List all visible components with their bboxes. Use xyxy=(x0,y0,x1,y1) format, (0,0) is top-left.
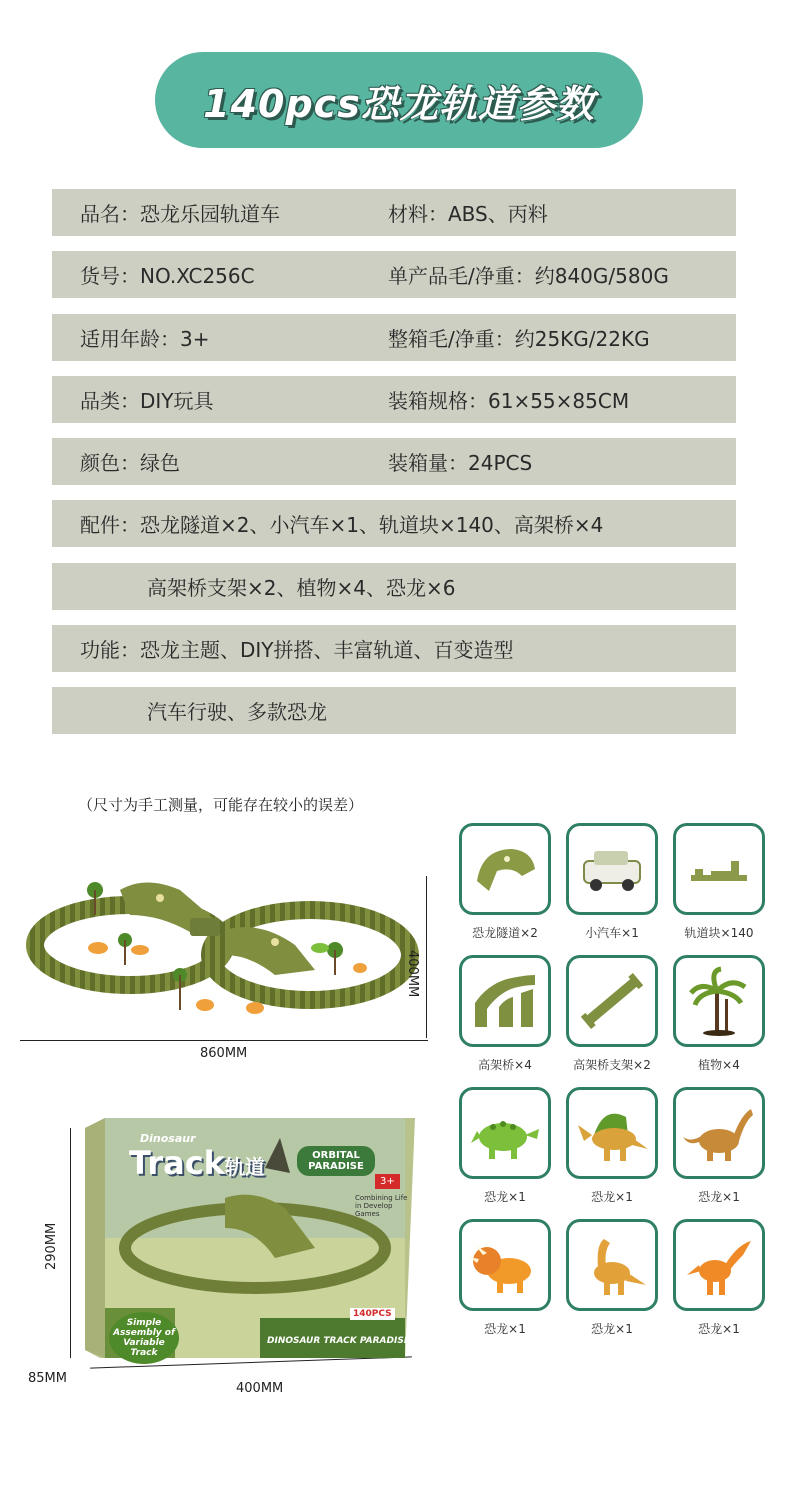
spec-category: 品类：DIY玩具 xyxy=(80,389,214,413)
bridge-ramp-icon xyxy=(467,963,543,1039)
box-brand xyxy=(129,1144,265,1182)
spec-row-sku xyxy=(52,251,736,298)
part-label: 高架桥×4 xyxy=(478,1058,532,1072)
iguanodon-icon xyxy=(574,1227,650,1303)
spec-row-features xyxy=(52,625,736,672)
spec-row-features-cont xyxy=(52,687,736,734)
measurement-note: （尺寸为手工测量，可能存在较小的误差） xyxy=(78,796,364,814)
ankylosaurus-icon xyxy=(467,1095,543,1171)
triceratops-icon xyxy=(467,1227,543,1303)
spec-carton-qty: 装箱量：24PCS xyxy=(388,451,533,475)
toy-car-icon xyxy=(574,831,650,907)
part-card xyxy=(673,955,765,1047)
part-label: 恐龙×1 xyxy=(484,1322,526,1336)
spec-row-name xyxy=(52,189,736,236)
assembled-width-label: 860MM xyxy=(200,1046,248,1061)
part-card xyxy=(459,955,551,1047)
box-left-badge: Simple Assembly of Variable Track xyxy=(109,1312,179,1364)
box-brand-cn: 轨道 xyxy=(224,1155,265,1179)
part-card xyxy=(566,1219,658,1311)
track-piece-icon xyxy=(681,831,757,907)
spec-features-cont: 汽车行驶、多款恐龙 xyxy=(147,700,327,724)
spec-row-accessories xyxy=(52,500,736,547)
spec-accessories: 配件：恐龙隧道×2、小汽车×1、轨道块×140、高架桥×4 xyxy=(80,513,604,537)
dino-tunnel-icon xyxy=(467,831,543,907)
part-label: 恐龙×1 xyxy=(698,1322,740,1336)
part-card xyxy=(459,823,551,915)
page-title: 140pcs恐龙轨道参数 xyxy=(203,81,595,126)
spec-row-category xyxy=(52,376,736,423)
part-label: 高架桥支架×2 xyxy=(573,1058,651,1072)
part-label: 恐龙×1 xyxy=(484,1190,526,1204)
spec-color: 颜色：绿色 xyxy=(80,451,180,475)
raptor-icon xyxy=(681,1227,757,1303)
width-dimension-line xyxy=(20,1040,428,1041)
part-card xyxy=(459,1087,551,1179)
spec-material: 材料：ABS、丙料 xyxy=(388,202,548,226)
bridge-support-icon xyxy=(574,963,650,1039)
part-label: 轨道块×140 xyxy=(684,926,754,940)
spec-features: 功能：恐龙主题、DIY拼搭、丰富轨道、百变造型 xyxy=(80,638,514,662)
box-brand-top: Dinosaur xyxy=(140,1132,196,1145)
box-width-label: 400MM xyxy=(236,1381,284,1396)
part-card xyxy=(566,1087,658,1179)
box-height-label: 290MM xyxy=(44,1222,59,1270)
part-label: 恐龙×1 xyxy=(591,1190,633,1204)
box-pcs-badge: 140PCS xyxy=(350,1308,395,1320)
part-label: 植物×4 xyxy=(698,1058,740,1072)
part-label: 小汽车×1 xyxy=(585,926,639,940)
assembled-height-label: 400MM xyxy=(405,950,420,998)
spec-row-color xyxy=(52,438,736,485)
spec-product-name: 品名：恐龙乐园轨道车 xyxy=(80,202,280,226)
box-orbital-badge: ORBITAL PARADISE xyxy=(297,1146,375,1176)
spec-unit-weight: 单产品毛/净重：约840G/580G xyxy=(388,264,669,288)
spec-carton-size: 装箱规格：61×55×85CM xyxy=(388,389,630,413)
assembled-track-image xyxy=(20,860,430,1030)
palm-tree-icon xyxy=(681,963,757,1039)
box-bottom-text: DINOSAUR TRACK PARADISE xyxy=(267,1336,410,1346)
part-card xyxy=(673,1219,765,1311)
box-height-line xyxy=(70,1128,71,1358)
part-card xyxy=(673,1087,765,1179)
part-card xyxy=(673,823,765,915)
spec-row-accessories-cont xyxy=(52,563,736,610)
part-label: 恐龙隧道×2 xyxy=(472,926,538,940)
spec-carton-weight: 整箱毛/净重：约25KG/22KG xyxy=(388,327,650,351)
height-dimension-line xyxy=(426,876,427,1038)
title-banner xyxy=(155,52,643,148)
box-age-badge: 3+ xyxy=(375,1174,400,1189)
spinosaurus-icon xyxy=(574,1095,650,1171)
part-label: 恐龙×1 xyxy=(591,1322,633,1336)
box-tagline: Combining Life in Develop Games xyxy=(355,1194,408,1218)
product-box xyxy=(85,1118,415,1358)
spec-accessories-cont: 高架桥支架×2、植物×4、恐龙×6 xyxy=(147,576,456,600)
spec-sku: 货号：NO.XC256C xyxy=(80,264,255,288)
box-brand-en: Track xyxy=(129,1144,225,1182)
part-card xyxy=(566,955,658,1047)
spec-row-age xyxy=(52,314,736,361)
box-depth-label: 85MM xyxy=(28,1371,67,1386)
spec-age: 适用年龄：3+ xyxy=(80,327,210,351)
part-card xyxy=(566,823,658,915)
brontosaurus-icon xyxy=(681,1095,757,1171)
part-card xyxy=(459,1219,551,1311)
part-label: 恐龙×1 xyxy=(698,1190,740,1204)
